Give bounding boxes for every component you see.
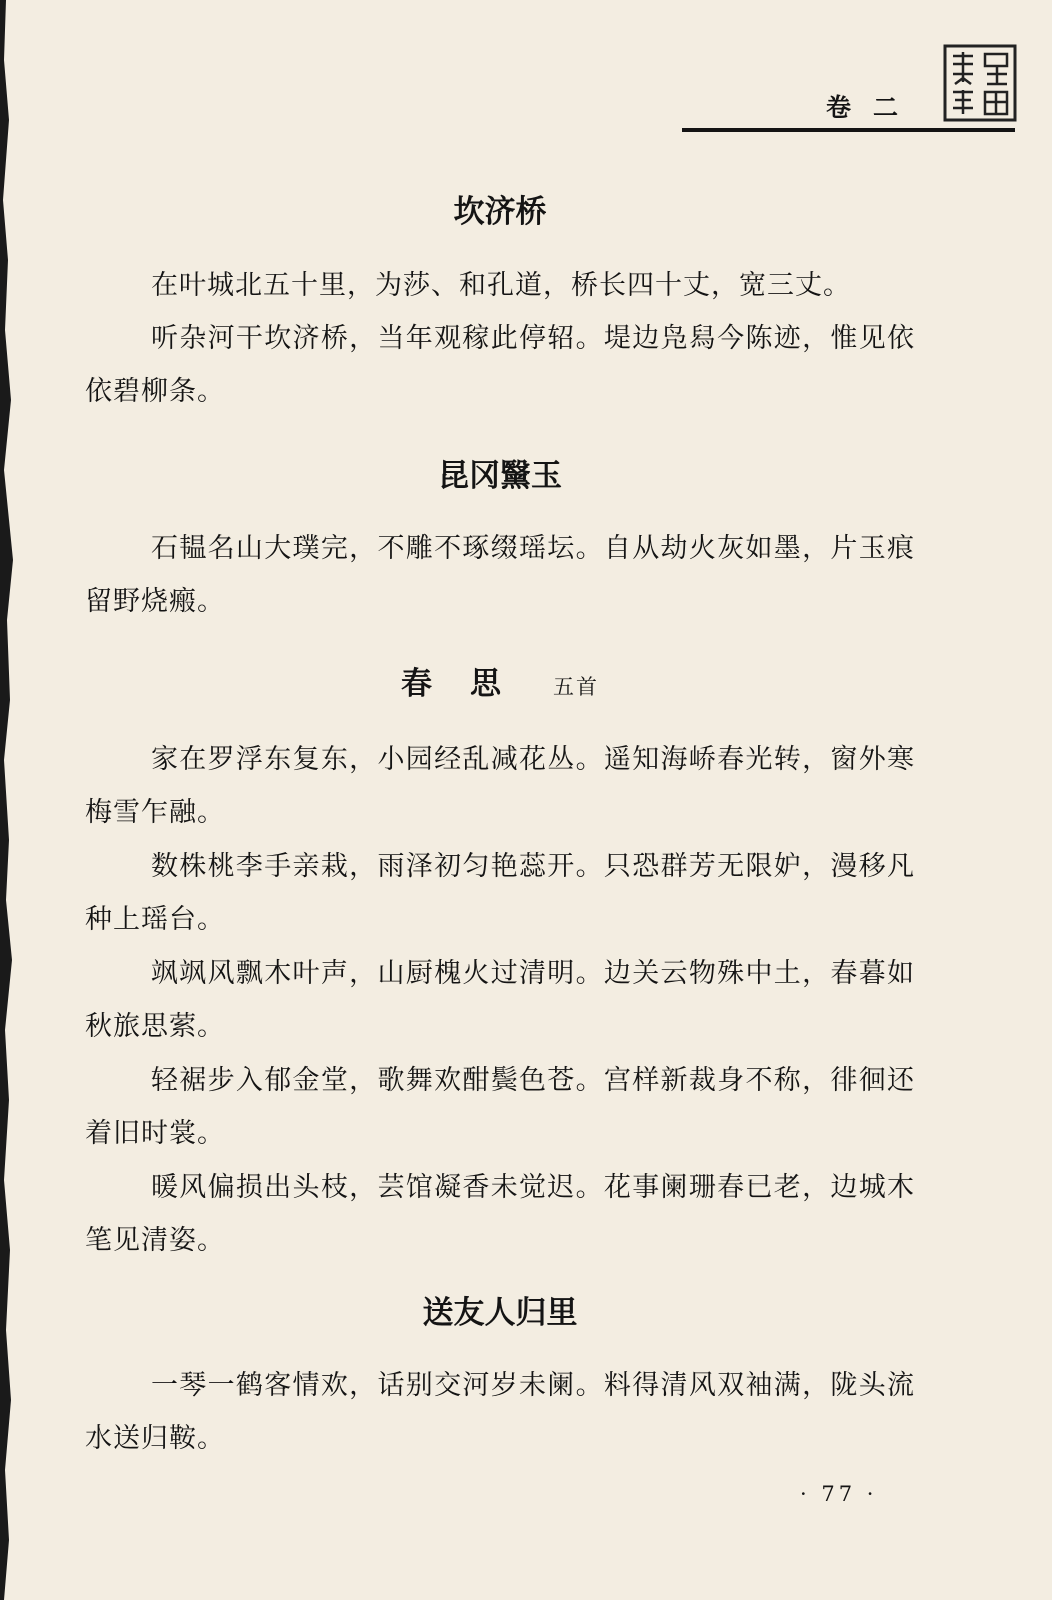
volume-label: 卷二 (826, 93, 921, 122)
poem-title-note: 五首 (553, 675, 599, 699)
poem-body: 数株桃李手亲栽，雨泽初匀艳蕊开。只恐群芳无限妒，漫移凡种上瑶台。 (85, 851, 915, 935)
poem-title-text: 昆冈黳玉 (438, 458, 562, 494)
poem-body: 一琴一鹤客情欢，话别交河岁未阑。料得清风双袖满，陇头流水送归鞍。 (85, 1370, 915, 1454)
poem-title-text: 送友人归里 (422, 1295, 578, 1331)
header-rule (682, 128, 1015, 132)
poem-title-kungang (0, 450, 1000, 495)
poem-body: 轻裾步入郁金堂，歌舞欢酣鬓色苍。宫样新裁身不称，徘徊还着旧时裳。 (85, 1065, 915, 1149)
poem-title-kanjiqiao (0, 186, 1000, 231)
poem-body: 飒飒风飘木叶声，山厨槐火过清明。边关云物殊中土，春暮如秋旅思萦。 (85, 958, 915, 1042)
poem-body: 暖风偏损出头枝，芸馆凝香未觉迟。花事阑珊春已老，边城木笔见清姿。 (85, 1172, 915, 1256)
poem-title-chunsi (0, 658, 1000, 703)
poem-body: 家在罗浮东复东，小园经乱减花丛。遥知海峤春光转，窗外寒梅雪乍融。 (85, 744, 915, 828)
poem-body: 听杂河干坎济桥，当年观稼此停轺。堤边凫舄今陈迹，惟见依依碧柳条。 (85, 323, 915, 407)
poem-title-text: 坎济桥 (453, 194, 547, 230)
torn-page-edge (0, 0, 16, 1600)
poem-title-songyouren (0, 1287, 1000, 1332)
poem-title-text: 春思 (401, 666, 539, 702)
poem-preface: 在叶城北五十里，为莎、和孔道，桥长四十丈，宽三丈。 (151, 270, 851, 301)
page-header (0, 44, 1052, 144)
page-number: · 77 · (800, 1482, 878, 1506)
seal-stamp-icon (943, 44, 1017, 122)
poem-body: 石韫名山大璞完，不雕不琢缀瑶坛。自从劫火灰如墨，片玉痕留野烧瘢。 (85, 533, 915, 617)
